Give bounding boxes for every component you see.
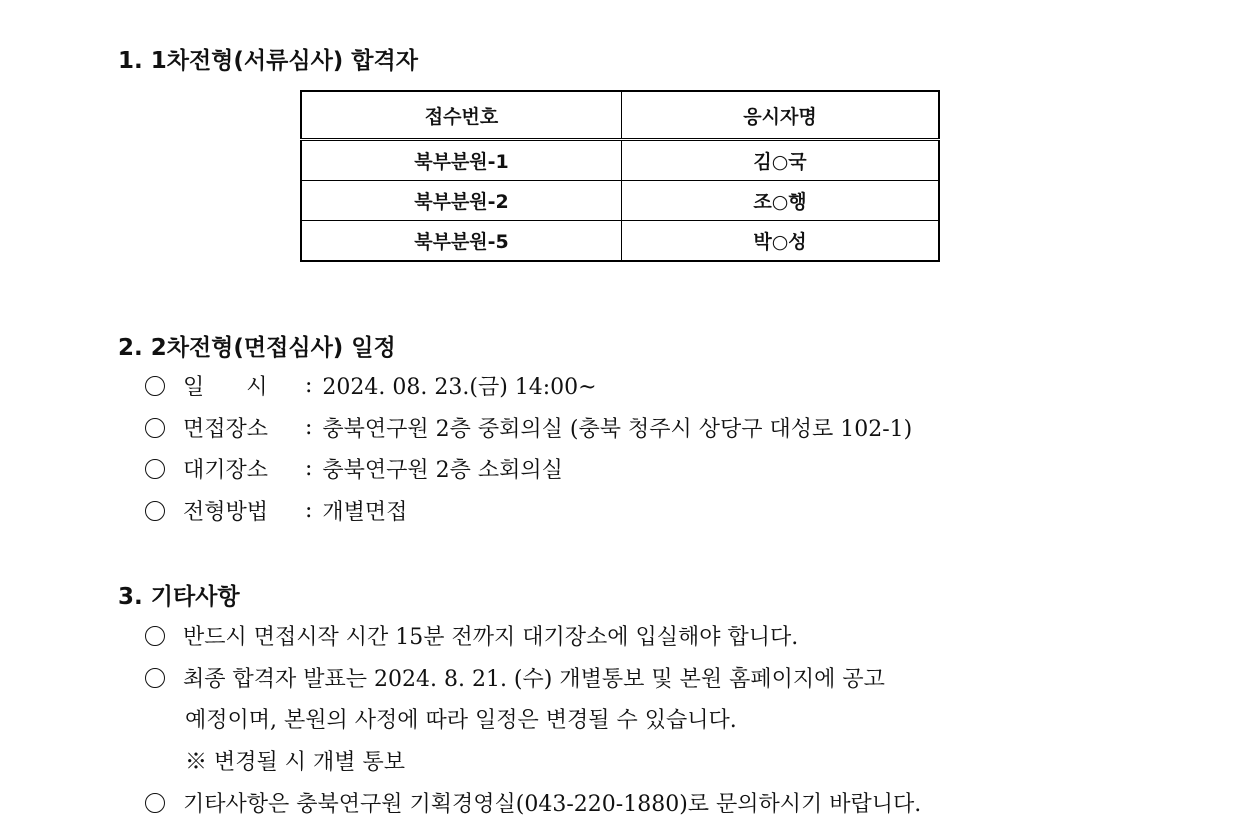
note-text: 최종 합격자 발표는 2024. 8. 21. (수) 개별통보 및 본원 홈페이지에 공고: [183, 667, 885, 692]
table-row: [301, 181, 939, 221]
schedule-value: 충북연구원 2층 소회의실: [322, 458, 563, 483]
receipt-number-cell: 북부분원-1: [301, 140, 622, 181]
applicants-table: [300, 90, 940, 262]
circle-bullet-icon: [145, 459, 165, 479]
schedule-value: 2024. 08. 23.(금) 14:00~: [322, 375, 597, 400]
schedule-item-datetime: [145, 370, 597, 401]
column-header-applicant-name: 응시자명: [622, 91, 940, 140]
circle-bullet-icon: [145, 793, 165, 813]
schedule-value: 충북연구원 2층 중회의실 (충북 청주시 상당구 대성로 102-1): [322, 417, 913, 442]
note-item-announcement: [145, 662, 885, 693]
circle-bullet-icon: [145, 418, 165, 438]
section3-heading: 3. 기타사항: [118, 584, 240, 610]
schedule-item-interview-location: [145, 412, 912, 443]
section2-heading: 2. 2차전형(면접심사) 일정: [118, 335, 396, 361]
circle-bullet-icon: [145, 668, 165, 688]
schedule-label: 대기장소: [183, 458, 269, 483]
applicant-name-cell: 조○행: [622, 181, 940, 221]
note-item-contact: [145, 787, 921, 818]
circle-bullet-icon: [145, 376, 165, 396]
table-header-row: [301, 91, 939, 140]
table-row: [301, 140, 939, 181]
schedule-separator: :: [305, 373, 313, 398]
schedule-separator: :: [305, 498, 313, 523]
schedule-item-method: [145, 495, 407, 526]
schedule-separator: :: [305, 456, 313, 481]
note-item-arrival: [145, 620, 798, 651]
applicant-name-cell: 박○성: [622, 221, 940, 262]
note-text-continuation: 예정이며, 본원의 사정에 따라 일정은 변경될 수 있습니다.: [185, 708, 737, 733]
circle-bullet-icon: [145, 501, 165, 521]
schedule-label: 면접장소: [183, 417, 269, 442]
table-row: [301, 221, 939, 262]
reference-note: ※ 변경될 시 개별 통보: [185, 750, 405, 775]
schedule-item-waiting-location: [145, 453, 563, 484]
receipt-number-cell: 북부분원-5: [301, 221, 622, 262]
column-header-receipt-number: 접수번호: [301, 91, 622, 140]
applicant-name-cell: 김○국: [622, 140, 940, 181]
schedule-value: 개별면접: [322, 500, 408, 525]
note-text: 반드시 면접시작 시간 15분 전까지 대기장소에 입실해야 합니다.: [183, 625, 799, 650]
section1-heading: 1. 1차전형(서류심사) 합격자: [118, 48, 418, 74]
schedule-label: 전형방법: [183, 500, 269, 525]
receipt-number-cell: 북부분원-2: [301, 181, 622, 221]
circle-bullet-icon: [145, 626, 165, 646]
schedule-separator: :: [305, 415, 313, 440]
note-text: 기타사항은 충북연구원 기획경영실(043-220-1880)로 문의하시기 바랍니다.: [183, 792, 922, 817]
schedule-label: 일 시: [183, 375, 268, 400]
